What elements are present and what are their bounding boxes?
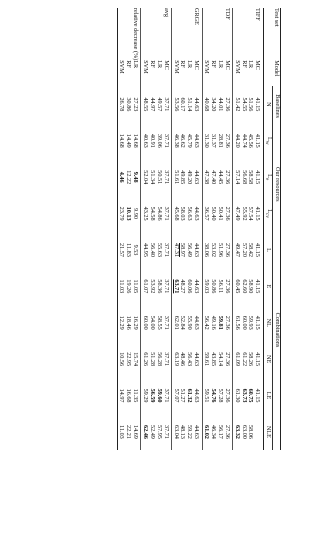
value-cell: 41.15: [254, 341, 263, 377]
value-cell: 44.63: [193, 123, 202, 159]
value-cell: 56.11: [216, 279, 224, 294]
col-header: E: [263, 268, 272, 304]
value-cell: 63.32: [233, 424, 241, 439]
value-cell: 41.15: [254, 123, 263, 159]
model-cell: SVM: [172, 60, 180, 74]
value-cell: 58.06: [247, 424, 255, 439]
value-cell: 60.00: [240, 315, 248, 330]
value-cell: 47.40: [210, 170, 218, 185]
value-cell: 59.61: [203, 352, 211, 367]
value-cell: 59.22: [186, 424, 194, 439]
value-cell: 46.62: [179, 133, 187, 148]
test-set-cell: GRGE: [193, 8, 202, 60]
value-cell: 63.04: [172, 424, 180, 439]
test-set-cell: [155, 8, 162, 60]
value-cell: 60.17: [179, 97, 187, 112]
value-cell: 58.97: [179, 243, 187, 257]
value-cell: 27.36: [223, 86, 232, 122]
value-cell: 48.27: [179, 279, 187, 294]
value-cell: 54.76: [210, 388, 218, 403]
value-cell: 44.63: [193, 195, 202, 231]
value-cell: 41.15: [254, 268, 263, 304]
value-cell: 56.49: [186, 243, 194, 257]
value-cell: 11.83: [125, 243, 133, 257]
value-cell: 61.09: [233, 352, 241, 367]
value-cell: 60.75: [247, 388, 255, 403]
value-cell: 61.22: [240, 352, 248, 367]
test-set-cell: [125, 8, 132, 60]
our-resources-group-header: Our resources: [273, 159, 281, 305]
value-cell: 51.56: [247, 97, 255, 112]
value-cell: 37.71: [162, 86, 171, 122]
value-cell: 61.26: [142, 352, 149, 367]
model-cell: MC: [223, 60, 232, 86]
value-cell: 58.55: [155, 315, 163, 330]
test-set-cell: TDF: [223, 8, 232, 60]
value-cell: 59.60: [155, 388, 163, 403]
value-cell: 50.40: [210, 206, 218, 221]
value-cell: 11.05: [132, 268, 141, 304]
table-row: [247, 8, 254, 450]
table-row: [240, 8, 247, 450]
value-cell: 48.13: [179, 424, 187, 439]
value-cell: 54.14: [216, 352, 224, 367]
value-cell: 11.03: [117, 268, 124, 304]
value-cell: 45.79: [186, 133, 194, 148]
value-cell: 41.15: [254, 159, 263, 195]
value-cell: 14.68: [132, 123, 141, 159]
value-cell: 27.36: [223, 159, 232, 195]
value-cell: 49.57: [155, 97, 163, 112]
value-cell: 56.42: [203, 315, 211, 330]
table-row: [223, 8, 232, 450]
value-cell: 37.71: [162, 232, 171, 268]
test-set-cell: [247, 8, 254, 60]
value-cell: 37.71: [162, 268, 171, 304]
value-cell: 10.13: [125, 206, 133, 221]
model-cell: RF: [125, 60, 133, 68]
value-cell: 48.55: [142, 97, 149, 112]
table-row: [233, 8, 240, 450]
value-cell: 16.29: [132, 305, 141, 341]
value-cell: 57.14: [233, 170, 241, 185]
value-cell: 44.97: [148, 97, 156, 112]
value-cell: 54.55: [240, 97, 248, 112]
table-row: [117, 8, 124, 450]
col-header: $L_{cv}$: [263, 195, 272, 231]
value-cell: 44.63: [193, 86, 202, 122]
value-cell: 37.71: [162, 305, 171, 341]
value-cell: 63.71: [172, 279, 180, 294]
value-cell: 40.91: [148, 133, 156, 148]
value-cell: 4.46: [117, 159, 124, 195]
value-cell: 58.42: [247, 243, 255, 257]
value-cell: 43.85: [210, 352, 218, 367]
value-cell: 62.01: [172, 315, 180, 330]
test-set-cell: [233, 8, 240, 60]
col-header: NLE: [263, 414, 272, 450]
value-cell: 27.36: [223, 123, 232, 159]
value-cell: 44.01: [216, 97, 224, 112]
value-cell: 63.73: [240, 388, 248, 403]
model-cell: LR: [186, 60, 194, 69]
model-cell: RF: [240, 60, 248, 68]
value-cell: 45.68: [172, 206, 180, 221]
value-cell: 30.86: [125, 97, 133, 112]
test-set-cell: [209, 8, 216, 60]
value-cell: 54.58: [148, 206, 156, 221]
value-cell: 60.06: [186, 279, 194, 294]
value-cell: 14.69: [132, 414, 141, 450]
value-cell: 51.34: [148, 170, 156, 185]
col-header: $L_e$: [263, 159, 272, 195]
table-row: [172, 8, 179, 450]
value-cell: 49.85: [179, 170, 187, 185]
value-cell: 41.15: [254, 305, 263, 341]
value-cell: 27.36: [223, 414, 232, 450]
test-set-cell: [117, 8, 124, 60]
value-cell: 19.26: [125, 279, 133, 294]
model-cell: RF: [179, 60, 187, 68]
test-set-header: Test set: [273, 8, 281, 60]
value-cell: 59.29: [142, 388, 149, 403]
value-cell: 31.30: [203, 133, 211, 148]
table-row: [193, 8, 202, 450]
model-cell: LR: [247, 60, 255, 69]
value-cell: 14.49: [125, 133, 133, 148]
model-cell: SVM: [142, 60, 149, 74]
results-table: [117, 8, 281, 450]
value-cell: 21.57: [117, 232, 124, 268]
value-cell: 55.90: [186, 315, 194, 330]
value-cell: 22.95: [125, 352, 133, 367]
col-header-sub: w: [263, 140, 270, 145]
value-cell: 52.84: [179, 315, 187, 330]
value-cell: 37.71: [162, 123, 171, 159]
value-cell: 61.56: [233, 315, 241, 330]
value-cell: 37.71: [162, 195, 171, 231]
value-cell: 50.51: [155, 170, 163, 185]
value-cell: 58.90: [247, 279, 255, 294]
value-cell: 59.81: [216, 315, 224, 330]
value-cell: 62.60: [240, 279, 248, 294]
value-cell: 11.03: [117, 414, 124, 450]
value-cell: 54.86: [155, 206, 163, 221]
model-cell: MC: [162, 60, 171, 86]
col-header: $L_w$: [263, 123, 272, 159]
col-header: LE: [263, 377, 272, 413]
header-row-columns: [263, 8, 272, 450]
value-cell: 54.00: [148, 315, 156, 330]
value-cell: 61.32: [186, 388, 194, 403]
value-cell: 51.61: [172, 170, 180, 185]
value-cell: 41.15: [254, 377, 263, 413]
value-cell: 51.27: [179, 388, 187, 403]
value-cell: 27.36: [223, 268, 232, 304]
col-header: NE: [263, 341, 272, 377]
value-cell: 58.58: [247, 170, 255, 185]
test-set-cell: [216, 8, 223, 60]
table-row: [125, 8, 132, 450]
value-cell: 59.51: [203, 388, 211, 403]
value-cell: 26.78: [117, 86, 124, 122]
value-cell: 9.53: [132, 232, 141, 268]
value-cell: 27.36: [223, 195, 232, 231]
value-cell: 41.15: [254, 86, 263, 122]
value-cell: 49.16: [210, 315, 218, 330]
col-header: L: [263, 232, 272, 268]
value-cell: 44.63: [193, 268, 202, 304]
value-cell: 44.45: [216, 170, 224, 185]
header-row-groups: [273, 8, 281, 450]
value-cell: 56.68: [240, 170, 248, 185]
table-row: [209, 8, 216, 450]
value-cell: 47.49: [233, 206, 241, 221]
value-cell: 27.36: [223, 341, 232, 377]
value-cell: 43.25: [142, 206, 149, 221]
value-cell: 50.41: [216, 206, 224, 221]
value-cell: 44.95: [142, 243, 149, 257]
value-cell: 49.20: [186, 170, 194, 185]
value-cell: 58.03: [179, 206, 187, 221]
value-cell: 61.30: [233, 388, 241, 403]
test-set-cell: relative decrease (%): [132, 8, 140, 61]
col-header: NL: [263, 305, 272, 341]
value-cell: 60.45: [233, 279, 241, 294]
col-header-sub: e: [263, 177, 270, 181]
value-cell: 38.06: [203, 243, 211, 257]
col-header-sub: cv: [263, 213, 270, 218]
value-cell: 46.34: [210, 424, 218, 439]
model-cell: LR: [155, 60, 163, 69]
value-cell: 59.03: [203, 279, 211, 294]
value-cell: 56.17: [216, 424, 224, 439]
value-cell: 45.56: [247, 133, 255, 148]
model-cell: RF: [148, 60, 156, 68]
value-cell: 51.14: [186, 97, 194, 112]
table-row: [141, 8, 148, 450]
value-cell: 12.22: [125, 170, 133, 185]
value-cell: 52.49: [148, 424, 156, 439]
value-cell: 44.63: [193, 377, 202, 413]
value-cell: 44.63: [193, 305, 202, 341]
value-cell: 63.19: [172, 352, 180, 367]
value-cell: 28.81: [216, 133, 224, 148]
value-cell: 46.38: [172, 133, 180, 148]
test-set-cell: [202, 8, 209, 60]
table-row: [254, 8, 263, 450]
table-row: [148, 8, 155, 450]
model-cell: SVM: [233, 60, 241, 74]
value-cell: 44.20: [233, 133, 241, 148]
value-cell: 40.63: [142, 133, 149, 148]
value-cell: 61.07: [142, 279, 149, 294]
value-cell: 44.63: [193, 232, 202, 268]
model-cell: RF: [210, 60, 218, 68]
value-cell: 9.48: [132, 159, 141, 195]
value-cell: 22.21: [125, 424, 133, 439]
value-cell: 58.36: [155, 279, 163, 294]
table-row: [186, 8, 193, 450]
value-cell: 56.59: [148, 388, 156, 403]
test-set-cell: TIFF: [254, 8, 263, 60]
value-cell: 50.86: [210, 279, 218, 294]
value-cell: 37.71: [162, 377, 171, 413]
value-cell: 51.42: [233, 97, 241, 112]
table-row: [179, 8, 186, 450]
value-cell: 27.36: [223, 377, 232, 413]
value-cell: 57.07: [172, 388, 180, 403]
model-cell: SVM: [203, 60, 211, 74]
model-cell: SVM: [117, 60, 124, 86]
value-cell: 58.26: [247, 352, 255, 367]
value-cell: 31.37: [210, 133, 218, 148]
value-cell: 53.02: [210, 243, 218, 257]
value-cell: 55.92: [240, 206, 248, 221]
value-cell: 61.02: [203, 424, 211, 439]
value-cell: 53.92: [148, 279, 156, 294]
value-cell: 47.38: [203, 170, 211, 185]
value-cell: 51.96: [216, 243, 224, 257]
value-cell: 44.74: [240, 133, 248, 148]
test-set-cell: [186, 8, 193, 60]
test-set-cell: [141, 8, 148, 60]
test-set-cell: [179, 8, 186, 60]
value-cell: 44.63: [193, 341, 202, 377]
table-body: [117, 8, 263, 450]
model-cell: LR: [216, 60, 224, 69]
value-cell: 23.79: [117, 195, 124, 231]
test-set-cell: avg: [162, 8, 171, 60]
value-cell: 37.71: [162, 159, 171, 195]
table-row: [216, 8, 223, 450]
value-cell: 57.20: [240, 243, 248, 257]
value-cell: 49.47: [233, 243, 241, 257]
value-cell: 57.28: [216, 388, 224, 403]
value-cell: 27.23: [132, 86, 141, 122]
value-cell: 56.63: [186, 206, 194, 221]
value-cell: 44.63: [193, 414, 202, 450]
value-cell: 16.68: [125, 388, 133, 403]
value-cell: 14.97: [117, 377, 124, 413]
value-cell: 44.63: [193, 159, 202, 195]
value-cell: 53.56: [172, 97, 180, 112]
combinations-group-header: Combinations: [273, 305, 281, 451]
model-cell: MC: [193, 60, 202, 86]
value-cell: 63.00: [240, 424, 248, 439]
model-header: Model: [273, 60, 281, 86]
value-cell: 12.29: [117, 305, 124, 341]
value-cell: 18.46: [125, 315, 133, 330]
value-cell: 52.04: [142, 170, 149, 185]
value-cell: 41.15: [254, 232, 263, 268]
model-cell: LR: [132, 60, 141, 86]
value-cell: 27.36: [223, 232, 232, 268]
test-set-cell: [148, 8, 155, 60]
value-cell: 59.93: [247, 315, 255, 330]
value-cell: 15.74: [132, 341, 141, 377]
value-cell: 11.35: [132, 377, 141, 413]
value-cell: 48.46: [179, 352, 187, 367]
test-set-cell: [240, 8, 247, 60]
value-cell: 57.54: [247, 206, 255, 221]
value-cell: 27.36: [223, 305, 232, 341]
baselines-group-header: Baselines: [273, 86, 281, 159]
value-cell: 60.00: [142, 315, 149, 330]
table-row: [132, 8, 141, 450]
value-cell: 9.90: [132, 195, 141, 231]
value-cell: 62.46: [142, 424, 149, 439]
value-cell: 40.68: [203, 97, 211, 112]
value-cell: 56.28: [155, 352, 163, 367]
value-cell: 36.57: [203, 206, 211, 221]
value-cell: 56.43: [186, 352, 194, 367]
test-set-cell: [172, 8, 179, 60]
model-cell: MC: [254, 60, 263, 86]
value-cell: 14.68: [117, 123, 124, 159]
col-header: N: [263, 86, 272, 122]
value-cell: 34.20: [210, 97, 218, 112]
value-cell: 37.71: [162, 341, 171, 377]
table-row: [162, 8, 171, 450]
table-row: [202, 8, 209, 450]
value-cell: 37.71: [162, 414, 171, 450]
table-row: [155, 8, 162, 450]
value-cell: 51.28: [148, 352, 156, 367]
value-cell: 41.15: [254, 195, 263, 231]
value-cell: 10.56: [117, 341, 124, 377]
value-cell: 47.31: [172, 243, 180, 257]
value-cell: 56.40: [148, 243, 156, 257]
value-cell: 57.95: [155, 424, 163, 439]
value-cell: 55.63: [155, 243, 163, 257]
value-cell: 39.06: [155, 133, 163, 148]
